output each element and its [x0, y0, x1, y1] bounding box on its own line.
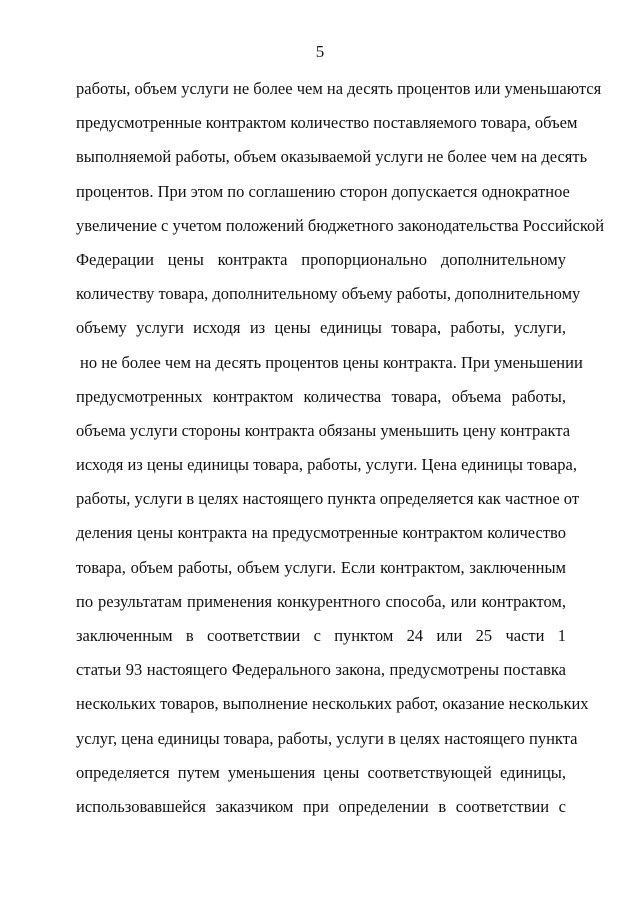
text-line: товара, объем работы, объем услуги. Если контрактом, заключенным [76, 557, 566, 577]
text-line: увеличение с учетом положений бюджетного законодательства Российской [76, 215, 605, 235]
text-line: исходя из цены единицы товара, работы, услуги. Цена единицы товара, [76, 455, 577, 475]
text-line: заключенным в соответствии с пунктом 24 или 25 части 1 [76, 626, 566, 645]
text-line: объема услуги стороны контракта обязаны уменьшить цену контракта [76, 420, 571, 440]
text-line: выполняемой работы, объем оказываемой услуги не более чем на десять [76, 147, 588, 167]
text-line: работы, услуги в целях настоящего пункта определяется как частное от [76, 489, 580, 509]
text-line: услуг, цена единицы товара, работы, услуги в целях настоящего пункта [76, 728, 578, 748]
text-line: объему услуги исходя из цены единицы товара, работы, услуги, [76, 318, 566, 338]
text-line: количеству товара, дополнительному объему работы, дополнительному [76, 284, 581, 304]
text-line: по результатам применения конкурентного способа, или контрактом, [76, 591, 566, 611]
text-line: деления цены контракта на предусмотренные контрактом количество [76, 523, 566, 543]
text-line: статьи 93 настоящего Федерального закона, предусмотрены поставка [76, 660, 566, 680]
text-line: но не более чем на десять процентов цены контракта. При уменьшении [80, 352, 583, 372]
text-line: определяется путем уменьшения цены соответствующей единицы, [76, 762, 566, 782]
text-line: работы, объем услуги не более чем на десять процентов или уменьшаются [76, 79, 602, 98]
text-line: Федерации цены контракта пропорционально дополнительному [76, 249, 566, 269]
text-line: нескольких товаров, выполнение нескольких работ, оказание нескольких [76, 694, 589, 714]
text-line: процентов. При этом по соглашению сторон допускается однократное [76, 181, 570, 201]
page-number: 5 [315, 42, 325, 61]
text-line: предусмотренных контрактом количества товара, объема работы, [76, 386, 566, 406]
text-line: предусмотренные контрактом количество поставляемого товара, объем [76, 113, 578, 133]
text-line: использовавшейся заказчиком при определении в соответствии с [76, 796, 566, 816]
body-paragraph [76, 72, 605, 824]
